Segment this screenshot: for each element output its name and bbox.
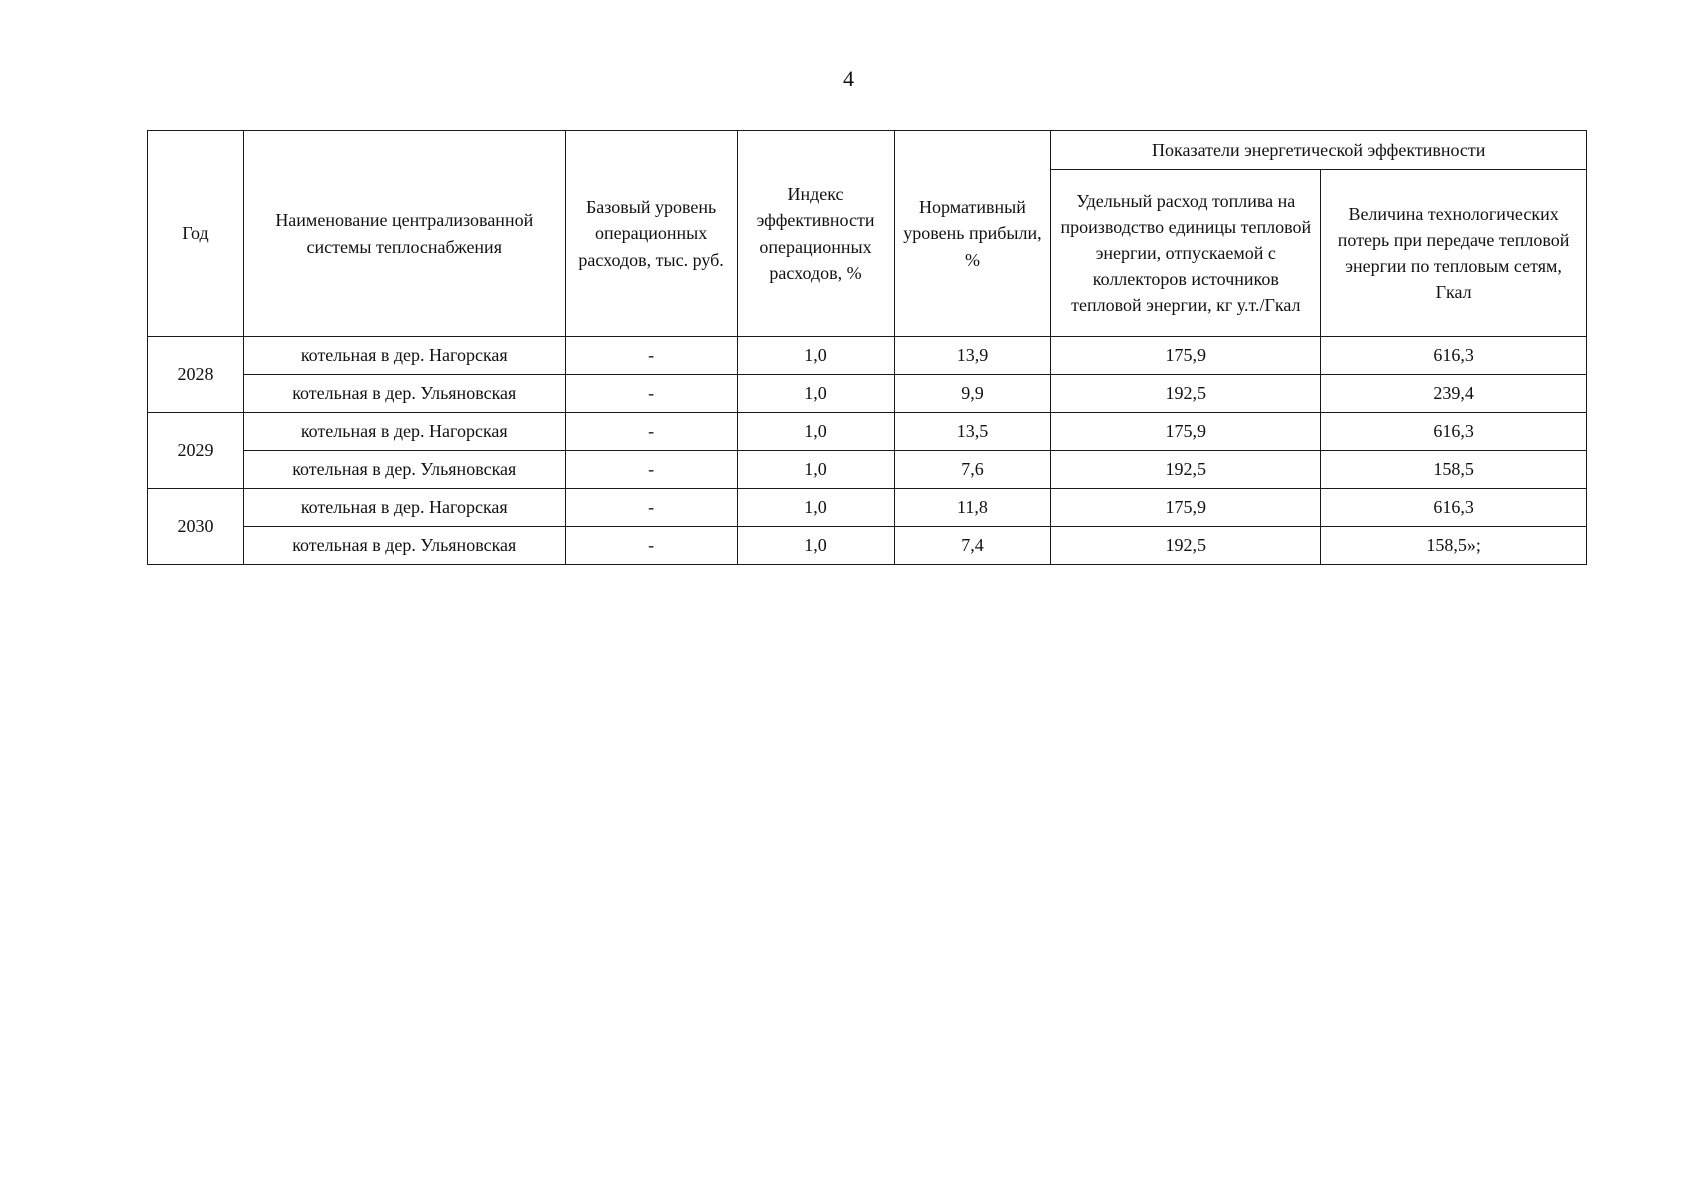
table-row xyxy=(148,489,1587,527)
system-name-cell: котельная в дер. Ульяновская xyxy=(243,451,565,489)
header-system-name: Наименование централизованной системы теплоснабжения xyxy=(243,131,565,337)
heat-losses-cell: 616,3 xyxy=(1321,489,1587,527)
tariff-table xyxy=(147,130,1587,565)
header-heat-losses: Величина технологических потерь при передаче тепловой энергии по тепловым сетям, Гкал xyxy=(1321,170,1587,337)
system-name-cell: котельная в дер. Нагорская xyxy=(243,337,565,375)
fuel-consumption-cell: 175,9 xyxy=(1051,489,1321,527)
header-energy-efficiency-group: Показатели энергетической эффективности xyxy=(1051,131,1587,170)
system-name-cell: котельная в дер. Ульяновская xyxy=(243,375,565,413)
efficiency-index-cell: 1,0 xyxy=(737,451,894,489)
page-number: 4 xyxy=(843,66,854,91)
profit-level-cell: 13,5 xyxy=(894,413,1051,451)
base-level-cell: - xyxy=(565,413,737,451)
table-row xyxy=(148,337,1587,375)
profit-level-cell: 11,8 xyxy=(894,489,1051,527)
table-row xyxy=(148,375,1587,413)
header-base-level: Базовый уровень операционных расходов, тыс. руб. xyxy=(565,131,737,337)
base-level-cell: - xyxy=(565,375,737,413)
header-efficiency-index: Индекс эффективности операционных расходов, % xyxy=(737,131,894,337)
table-row xyxy=(148,413,1587,451)
system-name-cell: котельная в дер. Нагорская xyxy=(243,489,565,527)
table-row xyxy=(148,527,1587,565)
efficiency-index-cell: 1,0 xyxy=(737,413,894,451)
fuel-consumption-cell: 192,5 xyxy=(1051,375,1321,413)
profit-level-cell: 7,4 xyxy=(894,527,1051,565)
efficiency-index-cell: 1,0 xyxy=(737,337,894,375)
heat-losses-cell: 616,3 xyxy=(1321,413,1587,451)
efficiency-index-cell: 1,0 xyxy=(737,527,894,565)
base-level-cell: - xyxy=(565,489,737,527)
header-profit-level: Нормативный уровень прибыли, % xyxy=(894,131,1051,337)
year-cell: 2028 xyxy=(148,337,244,413)
heat-losses-cell: 158,5»; xyxy=(1321,527,1587,565)
header-year: Год xyxy=(148,131,244,337)
year-cell: 2030 xyxy=(148,489,244,565)
fuel-consumption-cell: 175,9 xyxy=(1051,337,1321,375)
header-fuel-consumption: Удельный расход топлива на производство единицы тепловой энергии, отпускаемой с коллекторов источников тепловой энергии, кг у.т./Гкал xyxy=(1051,170,1321,337)
base-level-cell: - xyxy=(565,337,737,375)
profit-level-cell: 7,6 xyxy=(894,451,1051,489)
system-name-cell: котельная в дер. Ульяновская xyxy=(243,527,565,565)
base-level-cell: - xyxy=(565,527,737,565)
fuel-consumption-cell: 192,5 xyxy=(1051,451,1321,489)
heat-losses-cell: 239,4 xyxy=(1321,375,1587,413)
base-level-cell: - xyxy=(565,451,737,489)
efficiency-index-cell: 1,0 xyxy=(737,375,894,413)
heat-losses-cell: 158,5 xyxy=(1321,451,1587,489)
system-name-cell: котельная в дер. Нагорская xyxy=(243,413,565,451)
profit-level-cell: 13,9 xyxy=(894,337,1051,375)
efficiency-index-cell: 1,0 xyxy=(737,489,894,527)
year-cell: 2029 xyxy=(148,413,244,489)
profit-level-cell: 9,9 xyxy=(894,375,1051,413)
fuel-consumption-cell: 175,9 xyxy=(1051,413,1321,451)
heat-losses-cell: 616,3 xyxy=(1321,337,1587,375)
table-row xyxy=(148,451,1587,489)
fuel-consumption-cell: 192,5 xyxy=(1051,527,1321,565)
